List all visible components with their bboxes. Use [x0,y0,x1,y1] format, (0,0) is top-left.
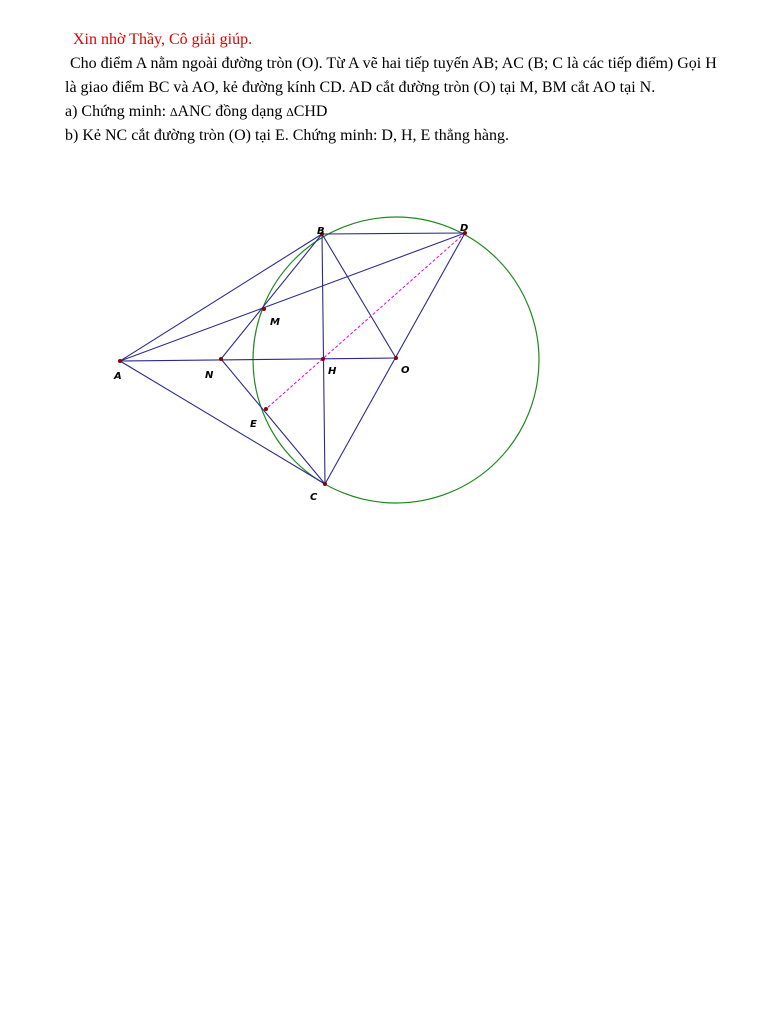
label-b: B [317,226,325,237]
label-d: D [460,223,469,234]
triangle-symbol: ∆ [170,105,178,119]
part-a-prefix: a) Chứng minh: [65,103,171,120]
segment-de-dashed [266,233,465,409]
segment-bo [322,234,396,358]
label-h: H [328,366,337,377]
segment-bd [322,233,465,234]
part-a-middle: đồng dạng [211,103,287,120]
part-b: b) Kẻ NC cắt đường tròn (O) tại E. Chứng minh: D, H, E thẳng hàng. [65,127,509,144]
point-o [394,356,398,360]
segment-ac [120,361,325,484]
segment-nc [221,359,325,484]
label-e: E [250,419,257,430]
help-request: Xin nhờ Thầy, Cô giải giúp. [73,31,253,48]
point-n [219,357,223,361]
label-o: O [401,365,410,376]
triangle-chd: CHD [293,103,328,120]
triangle-anc: ANC [177,103,212,120]
triangle-symbol: ∆ [286,105,294,119]
label-a: A [114,371,122,382]
label-c: C [310,492,318,503]
problem-statement: Cho điểm A nằm ngoài đường tròn (O). Từ A vẽ hai tiếp tuyến AB; AC (B; C là các tiếp điểm) Gọi H là giao điểm BC và AO, kẻ đường kính CD. AD cắt đường tròn (O) tại M, BM cắt AO tại N. [65,55,717,96]
segment-bn [221,234,322,359]
point-h [321,357,325,361]
label-n: N [205,370,214,381]
point-e [264,407,268,411]
label-m: M [270,317,280,328]
point-c [323,482,327,486]
point-a [118,359,122,363]
segment-ao [120,358,396,361]
point-m [262,307,266,311]
